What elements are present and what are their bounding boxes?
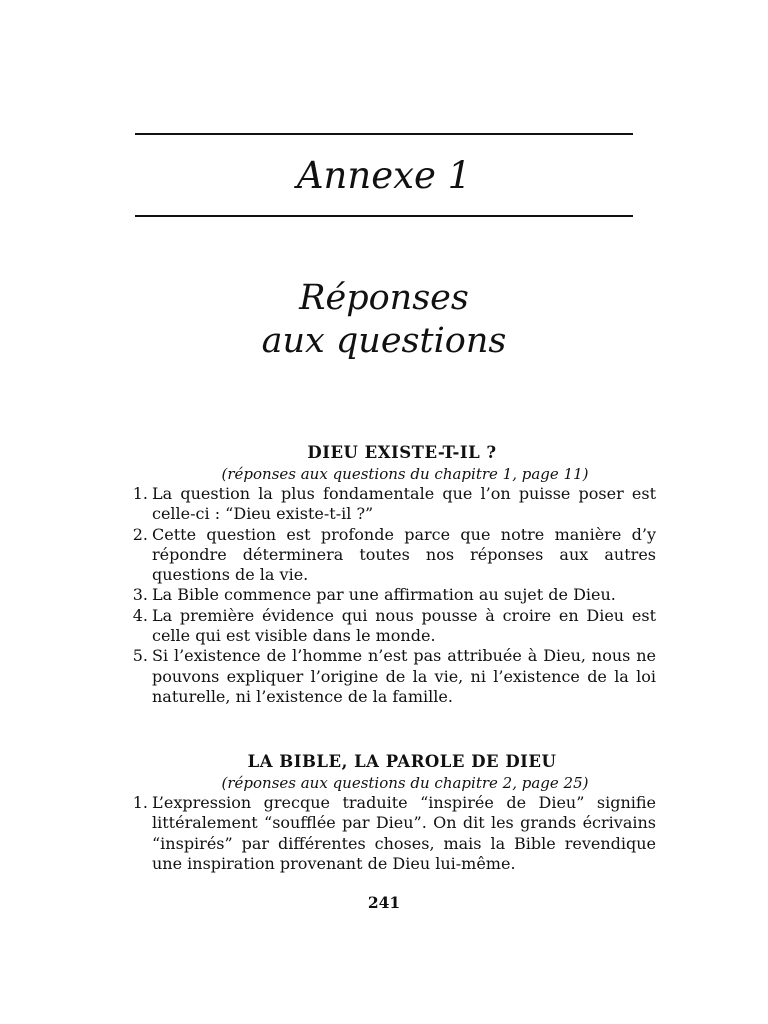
chapter-title: Annexe 1 (296, 154, 472, 197)
page-heading (0, 277, 768, 363)
answer-number: 3. (132, 585, 148, 605)
answer-item (126, 585, 656, 605)
section-title: DIEU EXISTE-T-IL ? (307, 443, 497, 462)
section-reference: (réponses aux questions du chapitre 1, page 11) (221, 465, 589, 483)
answer-text: La question la plus fondamentale que l’on puisse poser est celle-ci : “Dieu existe-t-il ?” (152, 484, 656, 524)
answer-item (126, 525, 656, 586)
answer-item (126, 646, 656, 707)
answer-item (126, 793, 656, 874)
answer-item (126, 606, 656, 647)
section-dieu-existe (126, 442, 656, 707)
page-heading-line-1: Réponses (299, 278, 469, 318)
answer-number: 1. (132, 484, 148, 503)
bottom-divider-rule (135, 215, 633, 217)
answer-text: Cette question est profonde parce que notre manière d’y répondre déterminera toutes nos réponses aux autres questions de la vie. (152, 524, 656, 585)
answer-list (126, 484, 656, 707)
answer-number: 5. (132, 646, 148, 666)
answer-number: 1. (132, 793, 148, 812)
answer-text: L’expression grecque traduite “inspirée de Dieu” signifie littéralement “soufflée par Dieu”. On dit les grands écrivains “inspirés” par différentes choses, mais la Bible revendique une inspiration provenant de Dieu lui-même. (152, 793, 656, 873)
section-title: LA BIBLE, LA PAROLE DE DIEU (247, 752, 557, 771)
answer-text: La première évidence qui nous pousse à croire en Dieu est celle qui est visible dans le monde. (152, 605, 656, 646)
answer-text: La Bible commence par une affirmation au sujet de Dieu. (152, 585, 616, 605)
section-reference: (réponses aux questions du chapitre 2, page 25) (221, 774, 589, 792)
answer-item (126, 484, 656, 525)
answer-list (126, 793, 656, 874)
page-heading-line-2: aux questions (261, 321, 507, 361)
section-la-bible (126, 751, 656, 874)
answer-text: Si l’existence de l’homme n’est pas attribuée à Dieu, nous ne pouvons expliquer l’origine de la vie, ni l’existence de la loi naturelle, ni l’existence de la famille. (152, 646, 656, 706)
answer-number: 2. (132, 524, 148, 544)
page-number: 241 (367, 893, 401, 912)
top-divider-rule (135, 133, 633, 135)
answer-number: 4. (132, 605, 148, 625)
